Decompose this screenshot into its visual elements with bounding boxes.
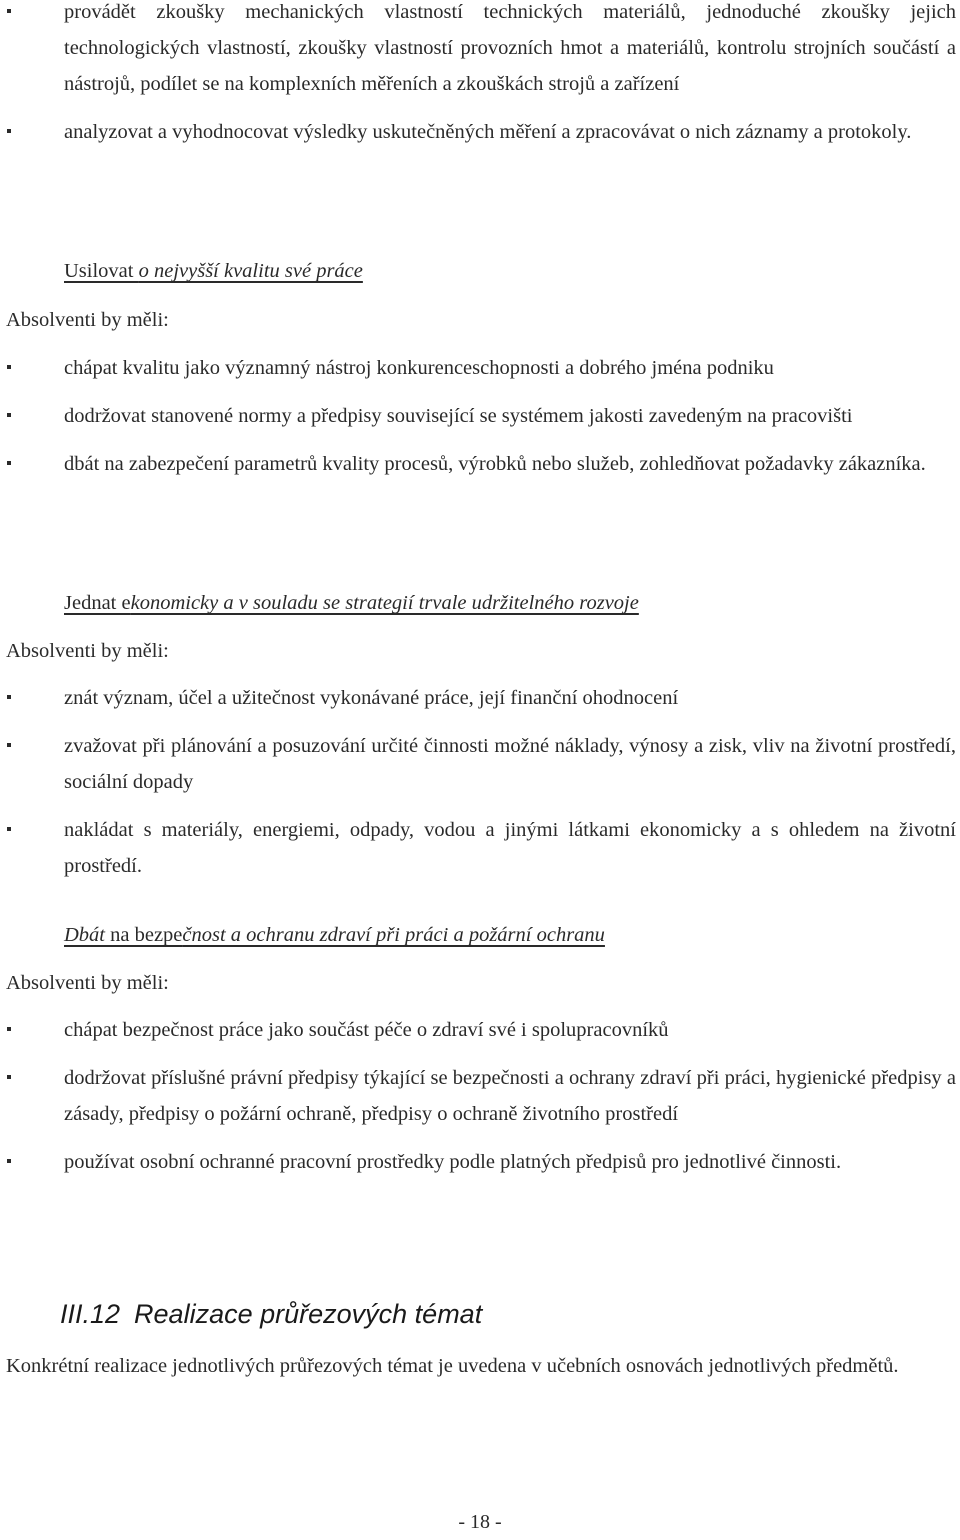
section-title-text: Realizace průřezových témat xyxy=(134,1299,483,1329)
body-paragraph: Konkrétní realizace jednotlivých průřezových témat je uvedena v učebních osnovách jednotlivých předmětů. xyxy=(6,1355,899,1377)
section-heading-quality: Usilovat o nejvyšší kvalitu své práce xyxy=(64,260,363,282)
section-heading-safety: Dbát na bezpečnost a ochranu zdraví při práci a požární ochranu xyxy=(64,924,605,946)
list-item: provádět zkoušky mechanických vlastností technických materiálů, jednoduché zkoušky jejich technologických vlastností, zkoušky vlastností provozních hmot a materiálů, kontrolu strojních součástí a nástrojů, podílet se na komplexních měřeních a zkouškách strojů a zařízení xyxy=(6,0,956,102)
intro-text: Absolventi by měli: xyxy=(6,972,169,994)
list-item: analyzovat a vyhodnocovat výsledky uskutečněných měření a zpracovávat o nich záznamy a protokoly. xyxy=(6,114,956,150)
section-number: III.12 xyxy=(60,1299,121,1329)
list-item: používat osobní ochranné pracovní prostředky podle platných předpisů pro jednotlivé činnosti. xyxy=(6,1144,956,1180)
list-item: znát význam, účel a užitečnost vykonávané práce, její finanční ohodnocení xyxy=(6,680,956,716)
intro-text: Absolventi by měli: xyxy=(6,309,169,331)
intro-text: Absolventi by měli: xyxy=(6,640,169,662)
list-item: dodržovat příslušné právní předpisy týkající se bezpečnosti a ochrany zdraví při práci, hygienické předpisy a zásady, předpisy o požární ochraně, předpisy o ochraně životního prostředí xyxy=(6,1060,956,1132)
list-item: dodržovat stanovené normy a předpisy související se systémem jakosti zavedeným na pracovišti xyxy=(6,398,956,434)
list-item: zvažovat při plánování a posuzování určité činnosti možné náklady, výnosy a zisk, vliv na životní prostředí, sociální dopady xyxy=(6,728,956,800)
list-item: chápat bezpečnost práce jako součást péče o zdraví své i spolupracovníků xyxy=(6,1012,956,1048)
quality-bullet-list xyxy=(6,350,956,482)
safety-bullet-list xyxy=(6,1012,956,1180)
list-item: nakládat s materiály, energiemi, odpady, vodou a jinými látkami ekonomicky a s ohledem na životní prostředí. xyxy=(6,812,956,884)
top-bullet-list xyxy=(6,0,956,150)
economy-bullet-list xyxy=(6,680,956,884)
page-number: - 18 - xyxy=(458,1511,502,1533)
list-item: chápat kvalitu jako významný nástroj konkurenceschopnosti a dobrého jména podniku xyxy=(6,350,956,386)
list-item: dbát na zabezpečení parametrů kvality procesů, výrobků nebo služeb, zohledňovat požadavky zákazníka. xyxy=(6,446,956,482)
section-title xyxy=(60,1294,482,1334)
section-heading-economy: Jednat ekonomicky a v souladu se strategií trvale udržitelného rozvoje xyxy=(64,592,639,614)
